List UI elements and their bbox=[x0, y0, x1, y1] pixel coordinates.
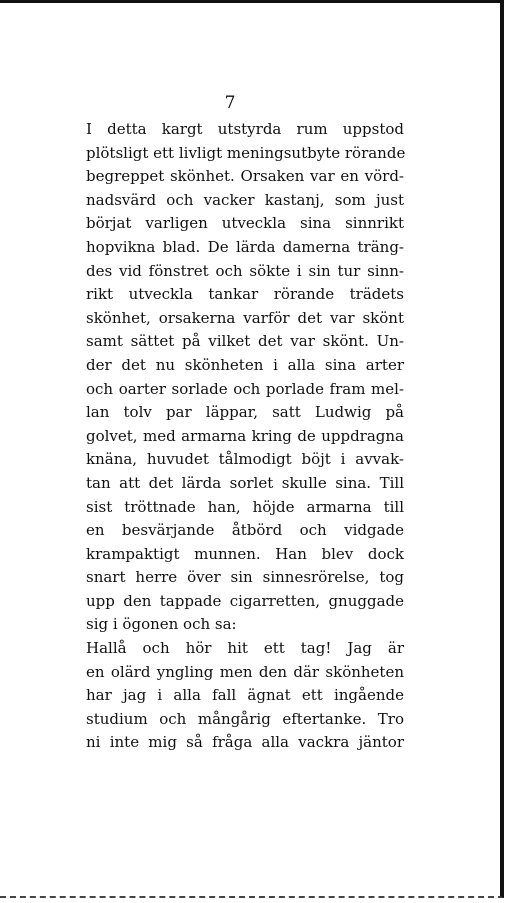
page-number: 7 bbox=[224, 93, 236, 113]
text-line: hopvikna blad. De lärda damerna träng- bbox=[86, 237, 404, 256]
text-line: nadsvärd och vacker kastanj, som just bbox=[86, 190, 404, 209]
text-line: ni inte mig så fråga alla vackra jäntor bbox=[86, 733, 404, 752]
text-line: har jag i alla fall ägnat ett ingående bbox=[86, 686, 404, 705]
text-line: snart herre över sin sinnesrörelse, tog bbox=[86, 568, 404, 587]
text-line: sist tröttnade han, höjde armarna till bbox=[86, 497, 404, 516]
text-line: Hallå och hör hit ett tag! Jag är bbox=[86, 639, 404, 658]
text-line: knäna, huvudet tålmodigt böjt i avvak- bbox=[86, 450, 404, 469]
text-line: tan att det lärda sorlet skulle sina. Till bbox=[86, 473, 404, 492]
text-line: en besvärjande åtbörd och vidgade bbox=[86, 521, 404, 540]
text-line: I detta kargt utstyrda rum uppstod bbox=[86, 120, 404, 138]
text-line: plötsligt ett livligt meningsutbyte rörande bbox=[86, 143, 406, 162]
text-line: upp den tappade cigarretten, gnuggade bbox=[86, 591, 404, 610]
text-line: golvet, med armarna kring de uppdragna bbox=[86, 426, 404, 445]
text-line: skönhet, orsakerna varför det var skönt bbox=[86, 308, 404, 327]
text-line: des vid fönstret och sökte i sin tur sinn- bbox=[86, 261, 404, 280]
text-line: krampaktigt munnen. Han blev dock bbox=[86, 544, 404, 563]
text-line: samt sättet på vilket det var skönt. Un- bbox=[86, 332, 404, 351]
text-line: rikt utveckla tankar rörande trädets bbox=[86, 285, 404, 304]
text-line: och oarter sorlade och porlade fram mel- bbox=[86, 379, 404, 398]
body-text bbox=[86, 118, 404, 755]
text-line: studium och mångårig eftertanke. Tro bbox=[86, 709, 404, 728]
text-line: lan tolv par läppar, satt Ludwig på bbox=[86, 403, 404, 422]
text-line: börjat varligen utveckla sina sinnrikt bbox=[86, 214, 404, 233]
text-line: begreppet skönhet. Orsaken var en vörd- bbox=[86, 167, 404, 186]
text-line: en olärd yngling men den där skönheten bbox=[86, 662, 404, 681]
text-line: der det nu skönheten i alla sina arter bbox=[86, 355, 404, 374]
text-line: sig i ögonen och sa: bbox=[86, 615, 237, 634]
